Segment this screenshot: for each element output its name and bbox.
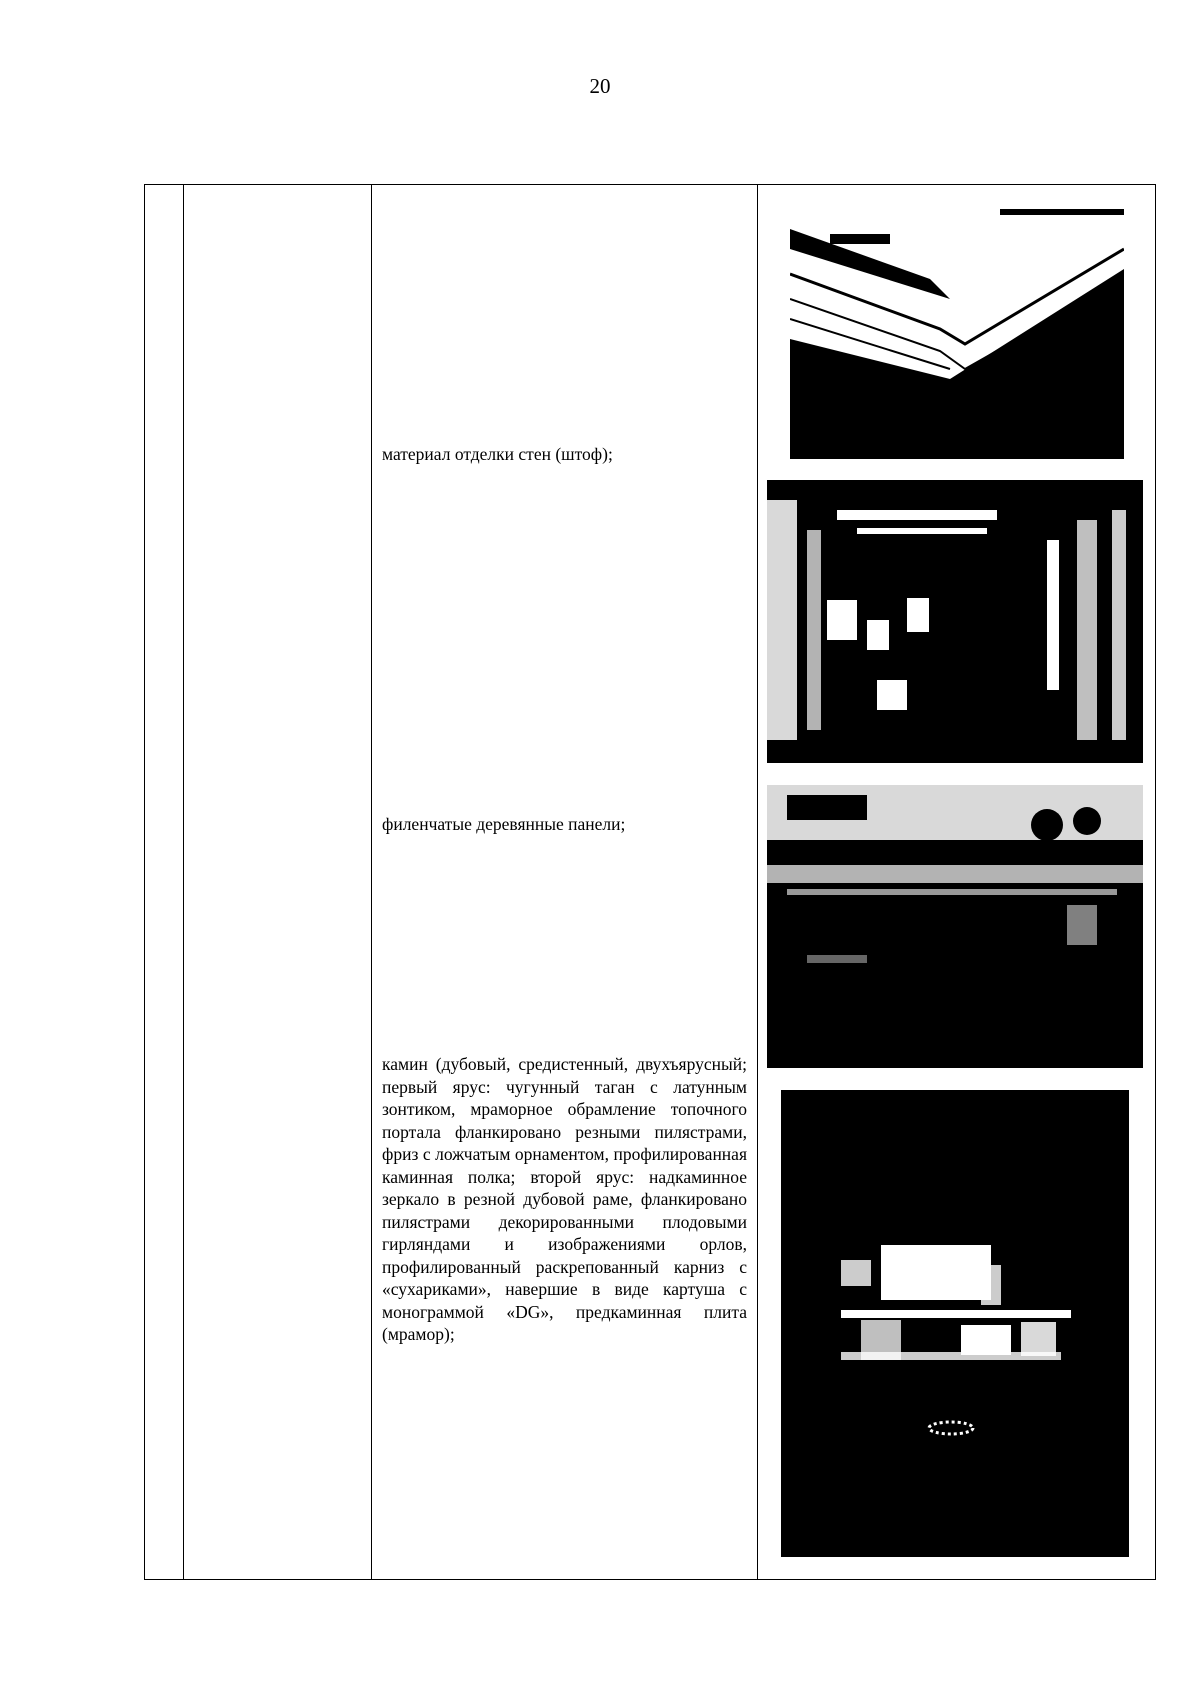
photo-wood-panels [767,785,1143,1068]
row-description-fireplace: камин (дубовый, средистенный, двухъярусный; первый ярус: чугунный таган с латунным зонтиком, мраморное обрамление топочного портала фланкировано резными пилястрами, фриз с ложчатым орнаментом, профилированная каминная полка; второй ярус: надкаминное зеркало в резной дубовой раме, фланкировано пилястрами декорированными плодовыми гирляндами и изображениями орлов, профилированный раскрепованный карниз с «сухариками», навершие в виде картуша с монограммой «DG», предкаминная плита (мрамор); [382,1054,747,1344]
page-number: 20 [589,74,611,98]
table-column-divider [183,185,184,1579]
row-description-wood-panels: филенчатые деревянные панели; [382,814,626,834]
photo-hall-wall-covering [767,480,1143,763]
photo-fireplace [781,1090,1129,1557]
heritage-table [144,184,1156,1580]
row-description-wall-finish: материал отделки стен (штоф); [382,444,613,464]
table-column-divider [371,185,372,1579]
table-column-divider [757,185,758,1579]
photo-ceiling-cornice [790,209,1124,459]
